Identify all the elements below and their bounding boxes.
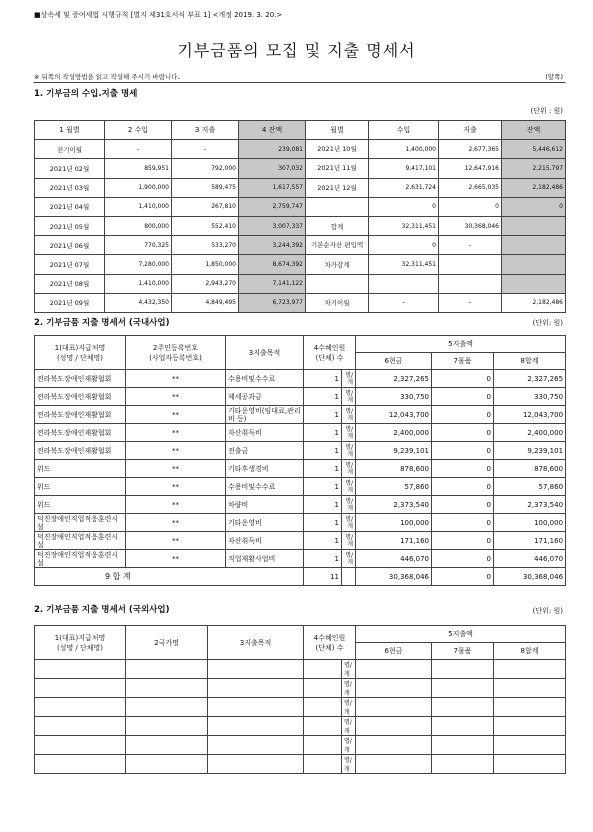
empty-cell: [432, 698, 494, 717]
beneficiary-count: 1: [304, 460, 342, 478]
col-amount-group: 5지출액: [356, 626, 566, 643]
month-cell: 전기이월: [35, 140, 105, 159]
income-cell: 1,410,000: [105, 197, 172, 216]
goods-amount: 0: [432, 388, 494, 406]
reg-number: **: [126, 532, 226, 550]
recipient-name: 전라북도장애인재활협회: [35, 388, 126, 406]
empty-cell: [494, 698, 566, 717]
empty-cell: [35, 717, 126, 736]
col-month-1: 1 월별: [35, 121, 105, 140]
empty-cell: [35, 736, 126, 755]
goods-amount: 0: [432, 406, 494, 424]
balance-cell: 3,244,392: [239, 236, 306, 255]
empty-row: [35, 717, 566, 736]
beneficiary-count: 1: [304, 406, 342, 424]
sum-unit-cell: [342, 568, 356, 586]
income-cell: 32,311,451: [369, 216, 439, 235]
expense-cell: 792,000: [172, 159, 239, 178]
goods-amount: 0: [432, 442, 494, 460]
section1-title: 1. 기부금의 수입.지출 명세: [34, 89, 138, 99]
expense-cell: 0: [439, 197, 502, 216]
col-income-1: 2 수입: [105, 121, 172, 140]
goods-amount: 0: [432, 514, 494, 532]
page-side-label: (앞쪽): [545, 73, 563, 81]
col-expense-2: 지출: [439, 121, 502, 140]
table-row: [35, 550, 566, 568]
count-unit: 명/개: [342, 550, 356, 568]
income-cell: 800,000: [105, 216, 172, 235]
balance-cell: [502, 216, 566, 235]
income-cell: 7,280,000: [105, 255, 172, 274]
count-unit: 명/개: [342, 388, 356, 406]
count-unit: 명/개: [342, 736, 356, 755]
col-total: 8합계: [494, 353, 566, 370]
count-unit: 명/개: [342, 514, 356, 532]
reg-number: **: [126, 388, 226, 406]
purpose-cell: 자산취득비: [226, 532, 304, 550]
count-unit: 명/개: [342, 717, 356, 736]
income-expense-row: [35, 197, 566, 216]
purpose-cell: 전출금: [226, 442, 304, 460]
month-cell: [306, 274, 369, 293]
count-unit: 명/개: [342, 460, 356, 478]
beneficiary-count: 1: [304, 442, 342, 460]
goods-amount: 0: [432, 478, 494, 496]
empty-row: [35, 679, 566, 698]
empty-cell: [494, 679, 566, 698]
total-amount: 878,600: [494, 460, 566, 478]
col-goods: 7물품: [432, 353, 494, 370]
reg-number: **: [126, 478, 226, 496]
income-expense-row: [35, 178, 566, 197]
expense-cell: 589,475: [172, 178, 239, 197]
table-row: [35, 478, 566, 496]
cash-amount: 2,373,540: [356, 496, 432, 514]
balance-cell: 6,723,977: [239, 293, 306, 312]
beneficiary-count: 1: [304, 388, 342, 406]
empty-cell: [304, 736, 342, 755]
total-amount: 2,400,000: [494, 424, 566, 442]
empty-cell: [432, 736, 494, 755]
income-expense-row: [35, 236, 566, 255]
empty-cell: [208, 660, 304, 679]
balance-cell: 3,007,337: [239, 216, 306, 235]
income-cell: 4,432,350: [105, 293, 172, 312]
total-amount: 171,160: [494, 532, 566, 550]
table-row: [35, 406, 566, 424]
table-row: [35, 532, 566, 550]
table-row: [35, 496, 566, 514]
col-purpose: 3지출목적: [226, 336, 304, 370]
empty-cell: [356, 755, 432, 774]
purpose-cell: 기타후생경비: [226, 460, 304, 478]
balance-cell: 7,141,122: [239, 274, 306, 293]
month-cell: 차기이월: [306, 293, 369, 312]
empty-cell: [126, 679, 208, 698]
empty-cell: [432, 717, 494, 736]
reg-number: **: [126, 406, 226, 424]
reg-number: **: [126, 370, 226, 388]
goods-amount: 0: [432, 370, 494, 388]
expense-cell: –: [439, 236, 502, 255]
col-country: 2국가명: [126, 626, 208, 660]
total-amount: 330,750: [494, 388, 566, 406]
balance-cell: 2,182,486: [502, 293, 566, 312]
table-row: [35, 424, 566, 442]
count-unit: 명/개: [342, 698, 356, 717]
reg-number: **: [126, 550, 226, 568]
col-month-2: 월별: [306, 121, 369, 140]
expense-cell: [439, 255, 502, 274]
income-expense-row: [35, 159, 566, 178]
col-goods: 7물품: [432, 643, 494, 660]
sum-total: 30,368,046: [494, 568, 566, 586]
purpose-cell: 직업재활사업비: [226, 550, 304, 568]
recipient-name: 덕진장애인직업적응훈련시설: [35, 550, 126, 568]
purpose-cell: 기타운영비: [226, 514, 304, 532]
col-balance-1: 4 잔액: [239, 121, 306, 140]
balance-cell: [502, 236, 566, 255]
empty-row: [35, 698, 566, 717]
income-cell: 0: [369, 197, 439, 216]
col-cash: 6현금: [356, 643, 432, 660]
cash-amount: 2,327,265: [356, 370, 432, 388]
month-cell: 2021년 03월: [35, 178, 105, 197]
empty-cell: [356, 698, 432, 717]
count-unit: 명/개: [342, 532, 356, 550]
table-row: [35, 388, 566, 406]
reg-number: **: [126, 460, 226, 478]
expense-cell: 2,677,365: [439, 140, 502, 159]
balance-cell: [502, 255, 566, 274]
cash-amount: 446,070: [356, 550, 432, 568]
beneficiary-count: 1: [304, 370, 342, 388]
expense-cell: 552,410: [172, 216, 239, 235]
col-income-2: 수입: [369, 121, 439, 140]
empty-cell: [35, 660, 126, 679]
col-amount-group: 5지출액: [356, 336, 566, 353]
table-row: [35, 514, 566, 532]
purpose-cell: 수용비및수수료: [226, 370, 304, 388]
month-cell: 합계: [306, 216, 369, 235]
expense-cell: 2,943,270: [172, 274, 239, 293]
income-expense-table: [34, 120, 566, 313]
section3-title: 2. 기부금품 지출 명세서 (국외사업): [34, 605, 170, 615]
purpose-cell: 자산취득비: [226, 424, 304, 442]
balance-cell: 2,759,747: [239, 197, 306, 216]
goods-amount: 0: [432, 424, 494, 442]
count-unit: 명/개: [342, 679, 356, 698]
empty-cell: [494, 717, 566, 736]
recipient-name: 위드: [35, 496, 126, 514]
domestic-expense-table: [34, 335, 566, 586]
sum-count: 11: [304, 568, 342, 586]
month-cell: 기본순자산 편입액: [306, 236, 369, 255]
col-recipient: 1(대표)지급처명 (성명 / 단체명): [35, 336, 126, 370]
income-cell: –: [369, 293, 439, 312]
empty-cell: [432, 755, 494, 774]
table-row: [35, 370, 566, 388]
income-expense-row: [35, 293, 566, 312]
col-total: 8합계: [494, 643, 566, 660]
section1-unit: (단위 : 원): [530, 107, 563, 115]
total-amount: 446,070: [494, 550, 566, 568]
month-cell: [306, 197, 369, 216]
cash-amount: 878,600: [356, 460, 432, 478]
income-expense-header-row: [35, 121, 566, 140]
balance-cell: 1,617,557: [239, 178, 306, 197]
month-cell: 2021년 06월: [35, 236, 105, 255]
sum-cash: 30,368,046: [356, 568, 432, 586]
month-cell: 2021년 10월: [306, 140, 369, 159]
reg-number: **: [126, 514, 226, 532]
domestic-header-row: [35, 336, 566, 353]
cash-amount: 9,239,101: [356, 442, 432, 460]
overseas-header-row: [35, 626, 566, 643]
col-beneficiary-count: 4수혜인원 (단체) 수: [304, 626, 356, 660]
sum-goods: 0: [432, 568, 494, 586]
purpose-cell: 수용비및수수료: [226, 478, 304, 496]
empty-row: [35, 660, 566, 679]
empty-row: [35, 755, 566, 774]
goods-amount: 0: [432, 532, 494, 550]
cash-amount: 12,043,700: [356, 406, 432, 424]
cash-amount: 100,000: [356, 514, 432, 532]
empty-cell: [35, 698, 126, 717]
balance-cell: [502, 274, 566, 293]
section2-unit: (단위: 원): [532, 319, 563, 327]
empty-cell: [304, 679, 342, 698]
cash-amount: 171,160: [356, 532, 432, 550]
month-cell: 2021년 05월: [35, 216, 105, 235]
empty-cell: [35, 755, 126, 774]
count-unit: 명/개: [342, 406, 356, 424]
beneficiary-count: 1: [304, 496, 342, 514]
empty-cell: [126, 736, 208, 755]
count-unit: 명/개: [342, 370, 356, 388]
balance-cell: 239,081: [239, 140, 306, 159]
income-cell: 2,631,724: [369, 178, 439, 197]
income-cell: 9,417,101: [369, 159, 439, 178]
count-unit: 명/개: [342, 424, 356, 442]
income-cell: 859,951: [105, 159, 172, 178]
count-unit: 명/개: [342, 496, 356, 514]
section3-unit: (단위: 원): [532, 607, 563, 615]
expense-cell: [439, 274, 502, 293]
recipient-name: 전라북도장애인재활협회: [35, 424, 126, 442]
expense-cell: 533,270: [172, 236, 239, 255]
total-amount: 12,043,700: [494, 406, 566, 424]
expense-cell: 267,810: [172, 197, 239, 216]
empty-cell: [208, 679, 304, 698]
goods-amount: 0: [432, 496, 494, 514]
reg-number: **: [126, 442, 226, 460]
count-unit: 명/개: [342, 660, 356, 679]
count-unit: 명/개: [342, 442, 356, 460]
income-cell: 770,325: [105, 236, 172, 255]
cash-amount: 57,860: [356, 478, 432, 496]
income-expense-row: [35, 216, 566, 235]
reg-number: **: [126, 424, 226, 442]
balance-cell: 8,674,392: [239, 255, 306, 274]
beneficiary-count: 1: [304, 478, 342, 496]
domestic-sum-row: [35, 568, 566, 586]
income-cell: [369, 274, 439, 293]
expense-cell: –: [439, 293, 502, 312]
empty-cell: [208, 717, 304, 736]
purpose-cell: 기타운영비(임대료,관리비 등): [226, 406, 304, 424]
total-amount: 2,373,540: [494, 496, 566, 514]
total-amount: 9,239,101: [494, 442, 566, 460]
total-amount: 100,000: [494, 514, 566, 532]
beneficiary-count: 1: [304, 550, 342, 568]
beneficiary-count: 1: [304, 424, 342, 442]
income-cell: 32,311,451: [369, 255, 439, 274]
reg-number: **: [126, 496, 226, 514]
empty-cell: [304, 660, 342, 679]
month-cell: 2021년 08월: [35, 274, 105, 293]
recipient-name: 전라북도장애인재활협회: [35, 406, 126, 424]
recipient-name: 전라북도장애인재활협회: [35, 442, 126, 460]
recipient-name: 위드: [35, 460, 126, 478]
instruction-note: ※ 뒤쪽의 작성방법을 읽고 작성해 주시기 바랍니다.: [34, 73, 180, 81]
empty-cell: [432, 679, 494, 698]
month-cell: 2021년 09월: [35, 293, 105, 312]
col-expense-1: 3 지출: [172, 121, 239, 140]
income-cell: 1,400,000: [369, 140, 439, 159]
goods-amount: 0: [432, 550, 494, 568]
income-expense-row: [35, 140, 566, 159]
balance-cell: 307,032: [239, 159, 306, 178]
balance-cell: 5,446,612: [502, 140, 566, 159]
balance-cell: 2,182,486: [502, 178, 566, 197]
empty-cell: [356, 717, 432, 736]
income-expense-row: [35, 255, 566, 274]
month-cell: 2021년 12월: [306, 178, 369, 197]
month-cell: 차가감계: [306, 255, 369, 274]
count-unit: 명/개: [342, 478, 356, 496]
income-expense-row: [35, 274, 566, 293]
cash-amount: 330,750: [356, 388, 432, 406]
empty-cell: [126, 698, 208, 717]
balance-cell: 2,215,797: [502, 159, 566, 178]
recipient-name: 덕진장애인직업적응훈련시설: [35, 532, 126, 550]
month-cell: 2021년 02월: [35, 159, 105, 178]
empty-cell: [356, 736, 432, 755]
overseas-expense-table: [34, 625, 566, 774]
empty-cell: [494, 660, 566, 679]
cash-amount: 2,400,000: [356, 424, 432, 442]
empty-cell: [304, 717, 342, 736]
month-cell: 2021년 11월: [306, 159, 369, 178]
income-cell: 0: [369, 236, 439, 255]
empty-cell: [126, 755, 208, 774]
empty-cell: [126, 717, 208, 736]
income-cell: –: [105, 140, 172, 159]
expense-cell: –: [172, 140, 239, 159]
sum-label: 9 합 계: [35, 568, 304, 586]
empty-cell: [432, 660, 494, 679]
recipient-name: 덕진장애인직업적응훈련시설: [35, 514, 126, 532]
total-amount: 2,327,265: [494, 370, 566, 388]
empty-row: [35, 736, 566, 755]
col-beneficiary-count: 4수혜인원 (단체) 수: [304, 336, 356, 370]
empty-cell: [208, 698, 304, 717]
purpose-cell: 제세공과금: [226, 388, 304, 406]
empty-cell: [356, 679, 432, 698]
empty-cell: [208, 736, 304, 755]
total-amount: 57,860: [494, 478, 566, 496]
month-cell: 2021년 04월: [35, 197, 105, 216]
divider: [34, 82, 565, 83]
beneficiary-count: 1: [304, 532, 342, 550]
section2-title: 2. 기부금품 지출 명세서 (국내사업): [34, 318, 170, 328]
count-unit: 명/개: [342, 755, 356, 774]
recipient-name: 위드: [35, 478, 126, 496]
balance-cell: 0: [502, 197, 566, 216]
beneficiary-count: 1: [304, 514, 342, 532]
empty-cell: [356, 660, 432, 679]
month-cell: 2021년 07월: [35, 255, 105, 274]
purpose-cell: 차량비: [226, 496, 304, 514]
table-row: [35, 442, 566, 460]
expense-cell: 1,850,000: [172, 255, 239, 274]
expense-cell: 4,849,495: [172, 293, 239, 312]
income-cell: 1,410,000: [105, 274, 172, 293]
page-title: 기부금품의 모집 및 지출 명세서: [177, 41, 416, 60]
income-cell: 1,900,000: [105, 178, 172, 197]
goods-amount: 0: [432, 460, 494, 478]
empty-cell: [494, 736, 566, 755]
col-recipient: 1(대표)지급처명 (성명 / 단체명): [35, 626, 126, 660]
expense-cell: 30,368,046: [439, 216, 502, 235]
col-purpose: 3지출목적: [208, 626, 304, 660]
col-balance-2: 잔액: [502, 121, 566, 140]
table-row: [35, 460, 566, 478]
empty-cell: [126, 660, 208, 679]
empty-cell: [304, 698, 342, 717]
regulation-header: ■상속세 및 증여세법 시행규칙 [별지 제31호서식 부표 1] <개정 2019. 3. 20.>: [34, 11, 283, 19]
col-cash: 6현금: [356, 353, 432, 370]
expense-cell: 12,647,916: [439, 159, 502, 178]
recipient-name: 전라북도장애인재활협회: [35, 370, 126, 388]
empty-cell: [208, 755, 304, 774]
empty-cell: [35, 679, 126, 698]
empty-cell: [494, 755, 566, 774]
expense-cell: 2,665,035: [439, 178, 502, 197]
empty-cell: [304, 755, 342, 774]
col-reg-number: 2주민등록번호 (사업자등록번호): [126, 336, 226, 370]
